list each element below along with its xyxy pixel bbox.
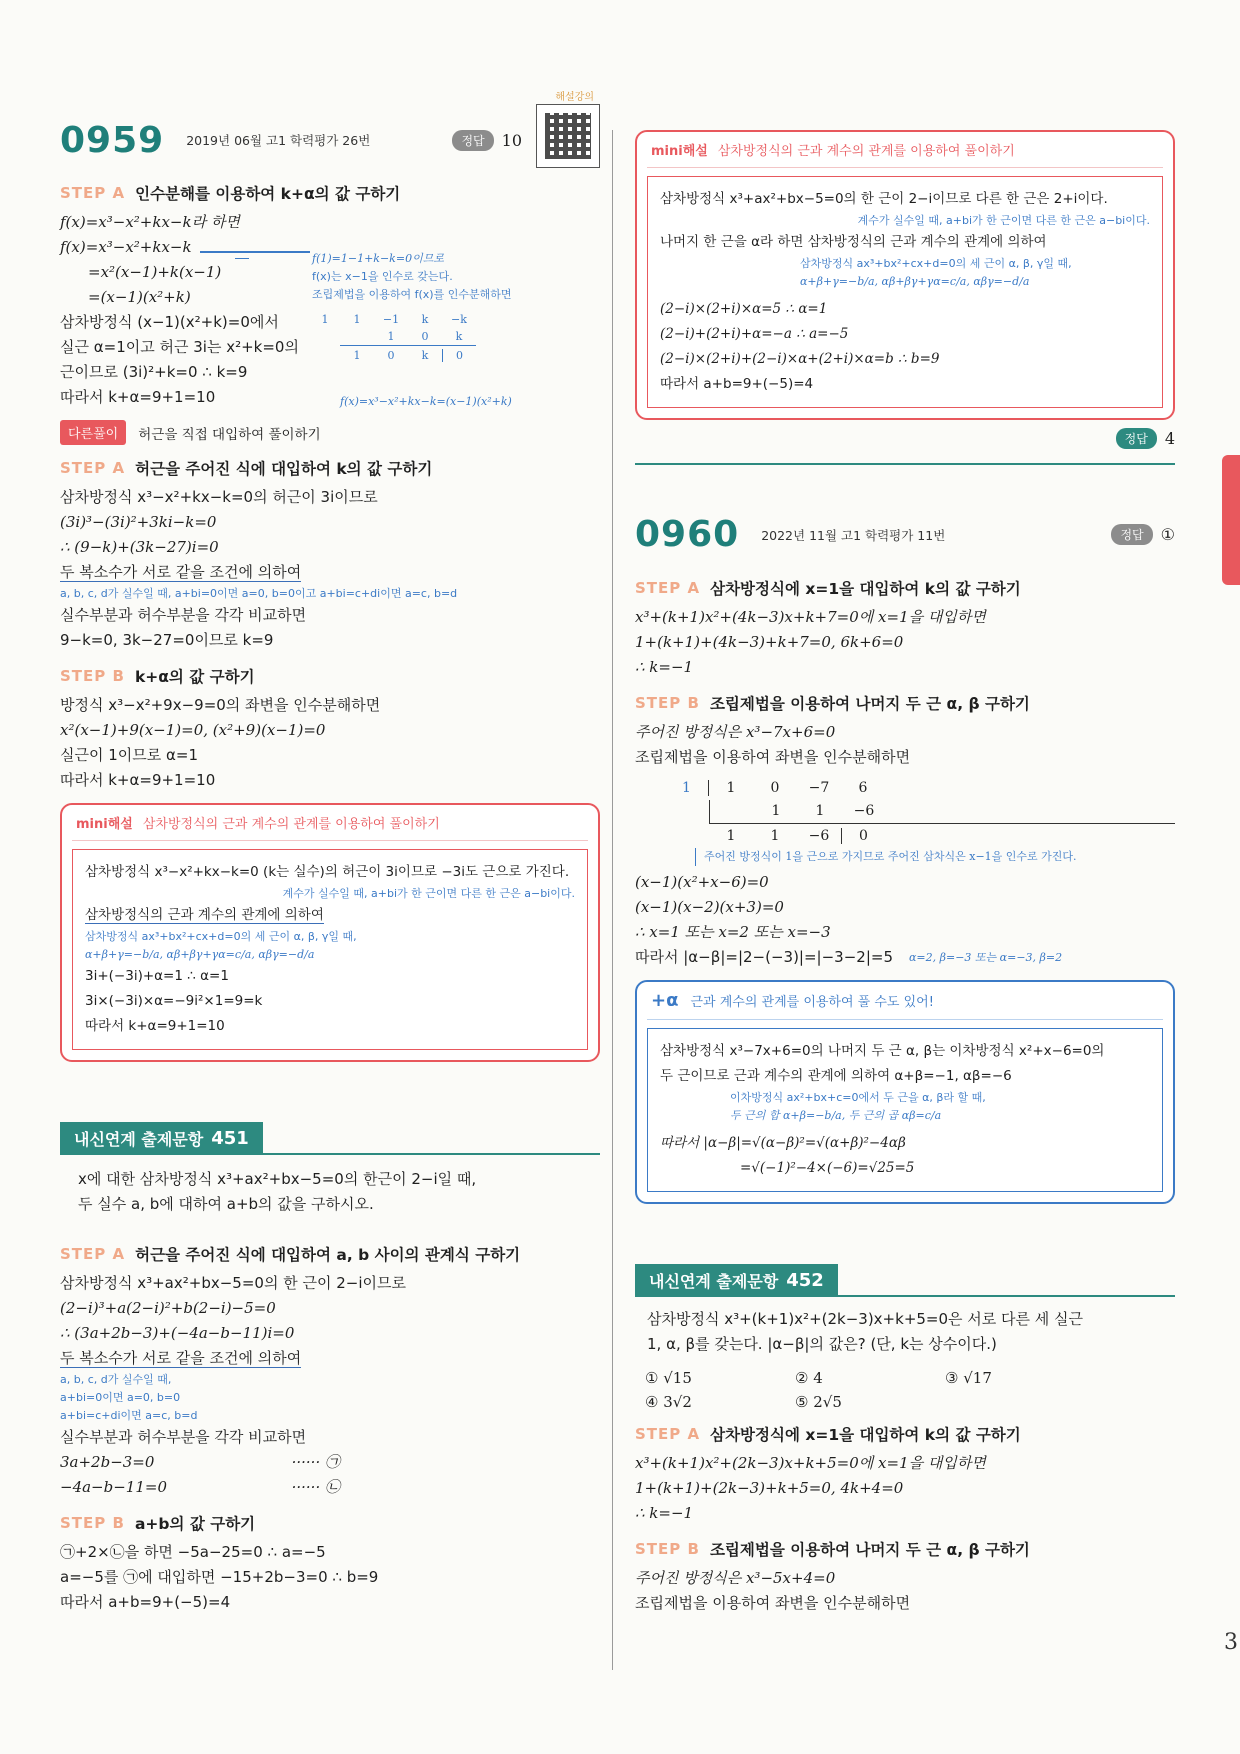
solution-line: f(x)=x³−x²+kx−k <box>60 238 192 256</box>
synth-cell: 1 <box>771 803 781 819</box>
equation: 3a+2b−3=0 <box>60 1453 155 1471</box>
solution-line: ㉠+2×㉡을 하면 −5a−25=0 ∴ a=−5 <box>60 1543 326 1561</box>
synth-cell: −1 <box>382 312 400 326</box>
alt-step-a-header <box>60 457 600 479</box>
problem-number: 0959 <box>60 119 165 161</box>
equation-row <box>60 1450 340 1475</box>
step-title: 조립제법을 이용하여 나머지 두 근 α, β 구하기 <box>709 1540 1030 1559</box>
solution-line: ∴ (3a+2b−3)+(−4a−b−11)i=0 <box>60 1324 295 1342</box>
answer-chip <box>635 428 1175 449</box>
synth-cell: 1 <box>815 803 825 819</box>
synth-cell: 0 <box>442 349 476 362</box>
problem-source: 2022년 11월 고1 학력평가 11번 <box>761 527 946 543</box>
mini-line: 삼차방정식 x³−x²+kx−k=0 (k는 실수)의 허근이 3i이므로 −3i도 근으로 가진다. <box>85 864 570 880</box>
alt-title: 허근을 직접 대입하여 풀이하기 <box>138 426 321 443</box>
solution-line: 조립제법을 이용하여 좌변을 인수분해하면 <box>635 747 911 766</box>
solution-line: (x−1)(x²+x−6)=0 <box>635 872 769 891</box>
solution-line: ∴ x=1 또는 x=2 또는 x=−3 <box>635 922 831 941</box>
banner-label: 내신연계 출제문항 <box>649 1271 779 1291</box>
solution-line: 주어진 방정식은 x³−7x+6=0 <box>635 722 836 741</box>
solution-line: =x²(x−1)+k(x−1) <box>88 263 222 281</box>
step-a-header <box>60 182 600 204</box>
answer-value: ① <box>1160 525 1175 544</box>
step-title: 허근을 주어진 식에 대입하여 k의 값 구하기 <box>135 460 433 478</box>
answer-tag: 정답 <box>1111 524 1152 545</box>
solution-line: 1+(k+1)+(2k−3)+k+5=0, 4k+4=0 <box>635 1478 904 1497</box>
synth-cell: k <box>421 312 429 326</box>
problem-452 <box>635 1244 1175 1616</box>
synth-cell: 1 <box>770 827 780 844</box>
solution-line: 삼차방정식 (x−1)(x²+k)=0에서 <box>60 313 279 331</box>
solution-line: 주어진 방정식은 x³−5x+4=0 <box>635 1568 836 1587</box>
mini-line: (2−i)×(2+i)×α=5 ∴ α=1 <box>660 301 828 317</box>
problem-source: 2019년 06월 고1 학력평가 26번 <box>186 133 371 148</box>
synth-cell: −7 <box>808 779 830 796</box>
step-a-header <box>60 1243 600 1265</box>
plus-line: 두 근이므로 근과 계수의 관계에 의하여 α+β=−1, αβ=−6 <box>660 1067 1012 1084</box>
mini-body <box>72 849 588 1050</box>
plus-header <box>647 986 1163 1020</box>
mini-explanation-box <box>635 130 1175 420</box>
solution-line: 삼차방정식 x³+ax²+bx−5=0의 한 근이 2−i이므로 <box>60 1274 406 1292</box>
synth-cell: −k <box>451 312 467 326</box>
problem-question <box>635 1297 1175 1361</box>
solution-line: 두 복소수가 서로 같을 조건에 의하여 <box>60 563 302 581</box>
equation-mark: ······ ㉡ <box>291 1478 340 1496</box>
synth-cell: 1 <box>665 780 709 796</box>
step-badge: STEP A <box>60 1245 126 1263</box>
banner-number: 452 <box>786 1269 824 1291</box>
solution-line: 실수부분과 허수부분을 각각 비교하면 <box>60 1428 307 1446</box>
solution-line: x³+(k+1)x²+(4k−3)x+k+7=0에 x=1을 대입하면 <box>635 607 986 626</box>
synth-cell: 0 <box>841 828 885 844</box>
solution-line: 1+(k+1)+(4k−3)+k+7=0, 6k+6=0 <box>635 632 904 651</box>
column-divider <box>612 130 613 1670</box>
mini-line: 따라서 a+b=9+(−5)=4 <box>660 376 814 392</box>
mini-header <box>647 136 1163 168</box>
chapter-side-tab[interactable] <box>1222 455 1240 585</box>
alt-step-b-header <box>60 665 600 687</box>
choice-1[interactable]: ① √15 <box>645 1368 692 1387</box>
step-badge: STEP A <box>635 578 701 597</box>
mini-label: mini해설 <box>651 144 708 159</box>
mini-line: 3i×(−3i)×α=−9i²×1=9=k <box>85 993 263 1009</box>
note-connector <box>200 251 310 253</box>
solution-line: (3i)³−(3i)²+3ki−k=0 <box>60 513 217 531</box>
problem-header-0959 <box>60 92 600 170</box>
answer-chip <box>1111 524 1175 545</box>
synth-cell: 1 <box>353 348 361 362</box>
mini-line: (2−i)×(2+i)+(2−i)×α+(2+i)×α=b ∴ b=9 <box>660 351 940 367</box>
solution-line: x²(x−1)+9(x−1)=0, (x²+9)(x−1)=0 <box>60 721 326 739</box>
mini-note: α+β+γ=−b/a, αβ+βγ+γα=c/a, αβγ=−d/a <box>85 948 315 961</box>
answer-tag: 정답 <box>1116 428 1157 449</box>
mini-label: mini해설 <box>76 817 133 832</box>
solution-line: 실근 α=1이고 허근 3i는 x²+k=0의 <box>60 338 299 356</box>
side-note: a+bi=0이면 a=0, b=0 <box>60 1391 181 1404</box>
side-note: f(1)=1−1+k−k=0이므로 <box>312 252 444 265</box>
solution-line: (x−1)(x−2)(x+3)=0 <box>635 897 784 916</box>
step-title: 삼차방정식에 x=1을 대입하여 k의 값 구하기 <box>710 579 1021 598</box>
plus-note: 이차방정식 ax²+bx+c=0에서 두 근을 α, β라 할 때, <box>730 1090 986 1104</box>
solution-line: 근이므로 (3i)²+k=0 ∴ k=9 <box>60 363 248 381</box>
mini-note: 계수가 실수일 때, a+bi가 한 근이면 다른 한 근은 a−bi이다. <box>282 887 575 900</box>
step-badge: STEP A <box>635 1424 701 1443</box>
synth-cell: 1 <box>321 312 329 326</box>
equation-row <box>60 1475 340 1500</box>
plus-line: =√(−1)²−4×(−6)=√25=5 <box>740 1159 915 1176</box>
question-line: 1, α, β를 갖는다. |α−β|의 값은? (단, k는 상수이다.) <box>647 1334 997 1353</box>
solution-line: 방정식 x³−x²+9x−9=0의 좌변을 인수분해하면 <box>60 696 381 714</box>
question-line: 삼차방정식 x³+(k+1)x²+(2k−3)x+k+5=0은 서로 다른 세 실근 <box>647 1309 1084 1328</box>
left-column <box>60 92 600 1615</box>
qr-code-icon[interactable] <box>536 104 600 168</box>
equation: −4a−b−11=0 <box>60 1478 167 1496</box>
plus-title: 근과 계수의 관계를 이용하여 풀 수도 있어! <box>690 994 934 1010</box>
step-b-header <box>635 1538 1175 1560</box>
step-badge: STEP A <box>60 184 126 202</box>
right-column <box>635 110 1175 1616</box>
banner-number: 451 <box>211 1128 249 1149</box>
section-rule <box>635 463 1175 465</box>
mini-line: 삼차방정식의 근과 계수의 관계에 의하여 <box>85 907 324 923</box>
plus-note: 두 근의 합 α+β=−b/a, 두 근의 곱 αβ=c/a <box>730 1108 942 1122</box>
step-title: 인수분해를 이용하여 k+α의 값 구하기 <box>135 185 401 203</box>
qr-label: 해설강의 <box>555 92 594 103</box>
mini-note: 삼차방정식 ax³+bx²+cx+d=0의 세 근이 α, β, γ일 때, <box>800 257 1072 270</box>
side-note: α=2, β=−3 또는 α=−3, β=2 <box>909 950 1063 964</box>
solution-line: ∴ (9−k)+(3k−27)i=0 <box>60 538 219 556</box>
problem-number: 0960 <box>635 514 740 555</box>
synth-cell: 0 <box>387 348 395 362</box>
synth-cell: 1 <box>387 330 395 343</box>
solution-line: (2−i)³+a(2−i)²+b(2−i)−5=0 <box>60 1299 276 1317</box>
side-note: a, b, c, d가 실수일 때, <box>60 1373 172 1386</box>
choice-4[interactable]: ④ 3√2 <box>645 1392 692 1411</box>
mini-note: α+β+γ=−b/a, αβ+βγ+γα=c/a, αβγ=−d/a <box>800 275 1030 288</box>
solution-line: a=−5를 ㉠에 대입하면 −15+2b−3=0 ∴ b=9 <box>60 1568 379 1586</box>
banner-label: 내신연계 출제문항 <box>74 1130 204 1149</box>
synth-row <box>709 824 1175 848</box>
plus-line: 삼차방정식 x³−7x+6=0의 나머지 두 근 α, β는 이차방정식 x²+x−6=0의 <box>660 1042 1105 1059</box>
synth-cell: k <box>421 348 429 362</box>
problem-banner <box>635 1264 838 1297</box>
mini-line: 삼차방정식 x³+ax²+bx−5=0의 한 근이 2−i이므로 다른 한 근은 2+i이다. <box>660 191 1108 207</box>
synthetic-division-table <box>665 776 1175 866</box>
step-title: 삼차방정식에 x=1을 대입하여 k의 값 구하기 <box>710 1425 1021 1444</box>
synth-cell: k <box>455 330 463 343</box>
choice-3[interactable]: ③ √17 <box>945 1368 992 1387</box>
mini-line: 나머지 한 근을 α라 하면 삼차방정식의 근과 계수의 관계에 의하여 <box>660 234 1047 250</box>
step-a-body <box>60 210 600 410</box>
side-notes <box>312 250 522 304</box>
arrow-line <box>235 258 249 259</box>
problem-question <box>60 1155 600 1231</box>
side-note: 조립제법을 이용하여 f(x)를 인수분해하면 <box>312 288 512 301</box>
synth-cell: −6 <box>808 827 830 844</box>
solution-line: 조립제법을 이용하여 좌변을 인수분해하면 <box>635 1593 911 1612</box>
plus-alpha-icon: +α <box>651 989 679 1011</box>
mini-note: 삼차방정식 ax³+bx²+cx+d=0의 세 근이 α, β, γ일 때, <box>85 930 357 943</box>
step-b-header <box>635 692 1175 714</box>
solution-line: 따라서 |α−β|=|2−(−3)|=|−3−2|=5 <box>635 947 893 966</box>
synth-row <box>340 346 476 364</box>
synth-cell: 1 <box>726 827 736 844</box>
mini-line: 따라서 k+α=9+1=10 <box>85 1018 225 1034</box>
page-edge-number: 3 <box>1224 1630 1238 1655</box>
step-title: k+α의 값 구하기 <box>134 668 255 686</box>
question-line: 두 실수 a, b에 대하여 a+b의 값을 구하시오. <box>78 1195 374 1213</box>
alternative-solution-header <box>60 420 600 445</box>
synthetic-division-table <box>310 310 476 364</box>
mini-line: 3i+(−3i)+α=1 ∴ α=1 <box>85 968 229 984</box>
step-a-header <box>635 1423 1175 1445</box>
alt-tag: 다른풀이 <box>60 420 126 445</box>
solution-line: ∴ k=−1 <box>635 1503 694 1522</box>
synth-cell: −6 <box>853 803 875 819</box>
mini-body <box>647 176 1163 408</box>
synth-row <box>310 310 476 328</box>
solution-line: ∴ k=−1 <box>635 657 694 676</box>
answer-value: 10 <box>501 130 522 150</box>
answer-choices <box>645 1369 1175 1411</box>
plus-alpha-box <box>635 980 1175 1204</box>
step-badge: STEP B <box>635 1539 700 1558</box>
solution-line: 9−k=0, 3k−27=0이므로 k=9 <box>60 631 274 649</box>
solution-line: 두 복소수가 서로 같을 조건에 의하여 <box>60 1349 302 1367</box>
step-badge: STEP B <box>60 667 125 685</box>
synth-cell: 0 <box>421 330 429 343</box>
solution-line: 실수부분과 허수부분을 각각 비교하면 <box>60 606 307 624</box>
mini-title: 삼차방정식의 근과 계수의 관계를 이용하여 풀이하기 <box>142 817 440 832</box>
side-note: a, b, c, d가 실수일 때, a+bi=0이면 a=0, b=0이고 a+bi=c+di이면 a=c, b=d <box>60 587 458 600</box>
step-title: a+b의 값 구하기 <box>134 1515 256 1533</box>
solution-line: 따라서 a+b=9+(−5)=4 <box>60 1593 231 1611</box>
side-note: a+bi=c+di이면 a=c, b=d <box>60 1409 198 1422</box>
side-note: f(x)는 x−1을 인수로 갖는다. <box>312 270 453 283</box>
answer-tag: 정답 <box>452 130 493 151</box>
equation-mark: ······ ㉠ <box>291 1453 340 1471</box>
synth-cell: 1 <box>353 312 361 326</box>
synth-cell: 6 <box>858 779 868 796</box>
solution-line: 따라서 k+α=9+1=10 <box>60 771 216 789</box>
choice-5[interactable]: ⑤ 2√5 <box>795 1392 842 1411</box>
mini-explanation-box <box>60 803 600 1062</box>
synth-note: 주어진 방정식이 1을 근으로 가지므로 주어진 삼차식은 x−1을 인수로 가진다. <box>695 848 1175 866</box>
step-title: 조립제법을 이용하여 나머지 두 근 α, β 구하기 <box>709 694 1030 713</box>
synth-cell: 0 <box>770 779 780 796</box>
synth-row <box>709 800 1175 824</box>
step-title: 허근을 주어진 식에 대입하여 a, b 사이의 관계식 구하기 <box>135 1246 521 1264</box>
mini-note: 계수가 실수일 때, a+bi가 한 근이면 다른 한 근은 a−bi이다. <box>857 214 1150 227</box>
plus-body <box>647 1028 1163 1192</box>
solution-line: 삼차방정식 x³−x²+kx−k=0의 허근이 3i이므로 <box>60 488 378 506</box>
mini-line: (2−i)+(2+i)+α=−a ∴ a=−5 <box>660 326 849 342</box>
answer-chip <box>452 130 522 151</box>
side-note: f(x)=x³−x²+kx−k=(x−1)(x²+k) <box>340 395 512 408</box>
step-badge: STEP A <box>60 459 126 477</box>
solution-row <box>635 945 1175 970</box>
synth-cell: 1 <box>726 779 736 796</box>
solution-line: x³+(k+1)x²+(2k−3)x+k+5=0에 x=1을 대입하면 <box>635 1453 986 1472</box>
step-b-header <box>60 1512 600 1534</box>
synth-row <box>665 776 1175 800</box>
step-a-header <box>635 577 1175 599</box>
problem-451 <box>60 1102 600 1615</box>
step-badge: STEP B <box>60 1514 125 1532</box>
solution-line: =(x−1)(x²+k) <box>88 288 191 306</box>
problem-header-0960 <box>635 505 1175 565</box>
question-line: x에 대한 삼차방정식 x³+ax²+bx−5=0의 한근이 2−i일 때, <box>78 1170 477 1188</box>
choice-2[interactable]: ② 4 <box>795 1368 823 1387</box>
answer-value: 4 <box>1164 429 1175 448</box>
solution-line: f(x)=x³−x²+kx−k라 하면 <box>60 213 240 231</box>
mini-header <box>72 809 588 841</box>
solution-line: 따라서 k+α=9+1=10 <box>60 388 216 406</box>
mini-title: 삼차방정식의 근과 계수의 관계를 이용하여 풀이하기 <box>717 144 1015 159</box>
problem-banner <box>60 1122 263 1155</box>
plus-line: 따라서 |α−β|=√(α−β)²=√(α+β)²−4αβ <box>660 1134 906 1151</box>
solution-line: 실근이 1이므로 α=1 <box>60 746 199 764</box>
step-badge: STEP B <box>635 693 700 712</box>
synth-row <box>340 328 476 346</box>
